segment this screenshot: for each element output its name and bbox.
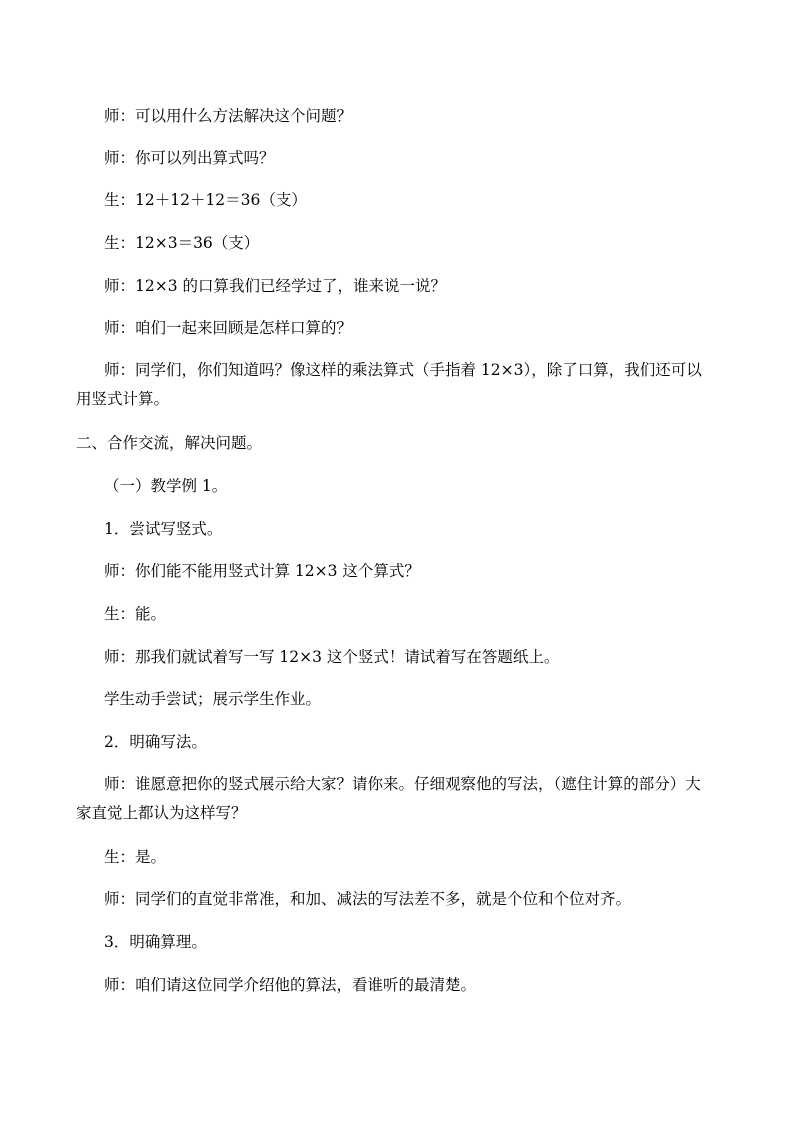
paragraph-7: 师：同学们，你们知道吗？像这样的乘法算式（手指着 12×3），除了口算，我们还可以用竖式计算。 [76, 361, 702, 408]
paragraph-2: 师：你可以列出算式吗？ [104, 149, 275, 167]
step-3-heading: 3．明确算理。 [104, 933, 207, 951]
paragraph-18: 师：同学们的直觉非常准，和加、减法的写法差不多，就是个位和个位对齐。 [104, 890, 632, 908]
paragraph-11: 师：你们能不能用竖式计算 12×3 这个算式？ [104, 562, 420, 580]
paragraph-12: 生：能。 [104, 605, 167, 623]
paragraph-3: 生：12＋12＋12＝36（支） [104, 191, 307, 209]
paragraph-6: 师：咱们一起来回顾是怎样口算的？ [104, 319, 353, 337]
section-heading: 二、合作交流，解决问题。 [76, 434, 263, 452]
paragraph-5: 师：12×3 的口算我们已经学过了，谁来说一说？ [104, 277, 447, 295]
paragraph-4: 生：12×3＝36（支） [104, 234, 260, 252]
paragraph-14: 学生动手尝试；展示学生作业。 [104, 690, 322, 708]
paragraph-20: 师：咱们请这位同学介绍他的算法，看谁听的最清楚。 [104, 976, 477, 994]
subsection-heading: （一）教学例 1。 [104, 477, 228, 495]
step-2-heading: 2．明确写法。 [104, 733, 207, 751]
step-1-heading: 1．尝试写竖式。 [104, 520, 223, 538]
paragraph-1: 师：可以用什么方法解决这个问题？ [104, 107, 353, 125]
paragraph-13: 师：那我们就试着写一写 12×3 这个竖式！请试着写在答题纸上。 [104, 648, 560, 666]
paragraph-16: 师：谁愿意把你的竖式展示给大家？请你来。仔细观察他的写法，（遮住计算的部分）大家直觉上都认为这样写？ [76, 775, 701, 822]
paragraph-17: 生：是。 [104, 848, 167, 866]
